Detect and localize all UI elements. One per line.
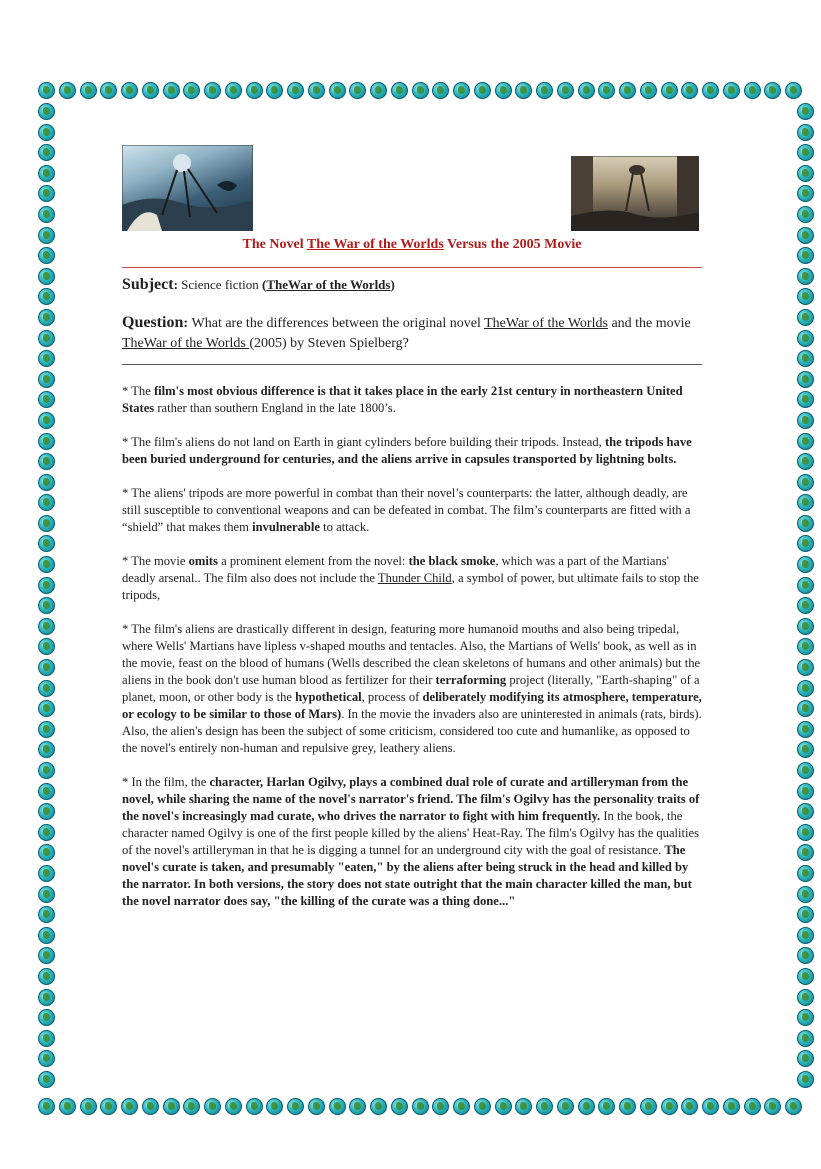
globe-icon — [204, 1098, 221, 1115]
globe-icon — [744, 82, 761, 99]
difference-setting: * The film's most obvious difference is that it takes place in the early 21st century in northeastern United States rather than southern England in the late 1800’s. — [122, 384, 683, 415]
globe-icon — [797, 330, 814, 347]
title-divider — [122, 267, 702, 268]
globe-icon — [797, 577, 814, 594]
globe-icon — [38, 288, 55, 305]
globe-icon — [266, 82, 283, 99]
border-right — [797, 103, 814, 1092]
globe-icon — [38, 494, 55, 511]
globe-icon — [764, 82, 781, 99]
globe-icon — [391, 1098, 408, 1115]
globe-icon — [797, 391, 814, 408]
globe-icon — [308, 82, 325, 99]
difference-tripods: * The aliens' tripods are more powerful in combat than their novel’s counterparts: the latter, although deadly, are still susceptible to conventional weapons and can be defeated in combat. The film’s counterparts are fitted with a “shield” that makes them invulnerable to attack. — [122, 486, 691, 534]
globe-icon — [287, 1098, 304, 1115]
globe-icon — [38, 700, 55, 717]
globe-icon — [38, 824, 55, 841]
border-left — [38, 103, 55, 1092]
globe-icon — [619, 1098, 636, 1115]
globe-icon — [329, 1098, 346, 1115]
globe-icon — [640, 1098, 657, 1115]
globe-icon — [797, 741, 814, 758]
globe-icon — [797, 309, 814, 326]
globe-icon — [163, 82, 180, 99]
globe-icon — [619, 82, 636, 99]
question-label: Question — [122, 314, 184, 331]
globe-icon — [797, 927, 814, 944]
globe-icon — [183, 82, 200, 99]
globe-icon — [797, 968, 814, 985]
globe-icon — [797, 597, 814, 614]
globe-icon — [681, 1098, 698, 1115]
globe-icon — [797, 371, 814, 388]
globe-icon — [578, 82, 595, 99]
globe-icon — [391, 82, 408, 99]
globe-icon — [785, 82, 802, 99]
globe-icon — [797, 165, 814, 182]
difference-alien-design: * The film's aliens are drastically different in design, featuring more humanoid mouths and also being tripedal, where Wells' Martians have lipless v-shaped mouths and tentacles. Also, the Martians of Wells' book, as well as in the movie, feast on the blood of humans (Wells described the clean skeletons of humans and other animals) but the aliens in the book don't use human blood as fertilizer for their terraforming project (literally, "Earth-shaping" of a planet, moon, or other body is the hypothetical, process of deliberately modifying its atmosphere, temperature, or ecology to be similar to those of Mars). In the movie the invaders also are uninterested in animals (rats, birds). Also, the alien's design has been the subject of some criticism, considered too cute and humanlike, as opposed to the novel's entirely non-human and repulsive grey, leathery aliens. — [122, 622, 702, 755]
globe-icon — [797, 1071, 814, 1088]
globe-icon — [661, 82, 678, 99]
globe-icon — [38, 309, 55, 326]
globe-icon — [121, 82, 138, 99]
globe-icon — [598, 1098, 615, 1115]
globe-icon — [797, 618, 814, 635]
globe-icon — [38, 474, 55, 491]
globe-icon — [38, 638, 55, 655]
globe-icon — [702, 82, 719, 99]
globe-icon — [38, 721, 55, 738]
globe-icon — [142, 82, 159, 99]
globe-icon — [38, 144, 55, 161]
globe-icon — [797, 1050, 814, 1067]
globe-icon — [38, 103, 55, 120]
globe-icon — [38, 330, 55, 347]
question-divider — [122, 364, 702, 365]
subject-line: Subject: Science fiction (TheWar of the Worlds) — [122, 276, 395, 293]
globe-icon — [797, 453, 814, 470]
globe-icon — [797, 886, 814, 903]
globe-icon — [412, 82, 429, 99]
globe-icon — [661, 1098, 678, 1115]
globe-icon — [38, 906, 55, 923]
globe-icon — [38, 618, 55, 635]
globe-icon — [370, 82, 387, 99]
border-top — [38, 82, 806, 99]
globe-icon — [38, 391, 55, 408]
globe-icon — [38, 453, 55, 470]
globe-icon — [38, 165, 55, 182]
globe-icon — [121, 1098, 138, 1115]
globe-icon — [797, 494, 814, 511]
difference-arrival: * The film's aliens do not land on Earth in giant cylinders before building their tripods. Instead, the tripods have been buried underground for centuries, and the aliens arrive in capsules transported by lightning bolts. — [122, 435, 692, 466]
globe-icon — [797, 659, 814, 676]
globe-icon — [474, 1098, 491, 1115]
globe-icon — [557, 1098, 574, 1115]
globe-icon — [764, 1098, 781, 1115]
globe-icon — [536, 1098, 553, 1115]
globe-icon — [797, 350, 814, 367]
globe-icon — [702, 1098, 719, 1115]
globe-icon — [744, 1098, 761, 1115]
globe-icon — [38, 350, 55, 367]
globe-icon — [640, 82, 657, 99]
globe-icon — [797, 865, 814, 882]
globe-icon — [38, 865, 55, 882]
globe-icon — [38, 433, 55, 450]
globe-icon — [432, 1098, 449, 1115]
globe-icon — [38, 803, 55, 820]
globe-icon — [797, 268, 814, 285]
globe-icon — [38, 741, 55, 758]
globe-icon — [797, 906, 814, 923]
globe-icon — [495, 82, 512, 99]
globe-icon — [536, 82, 553, 99]
globe-icon — [797, 185, 814, 202]
globe-icon — [38, 1030, 55, 1047]
globe-icon — [797, 288, 814, 305]
globe-icon — [38, 886, 55, 903]
globe-icon — [797, 515, 814, 532]
globe-icon — [797, 989, 814, 1006]
globe-icon — [59, 1098, 76, 1115]
globe-icon — [785, 1098, 802, 1115]
globe-icon — [515, 82, 532, 99]
globe-icon — [598, 82, 615, 99]
globe-icon — [38, 783, 55, 800]
difference-ogilvy: * In the film, the character, Harlan Ogilvy, plays a combined dual role of curate and artilleryman from the novel, while sharing the name of the novel's narrator's friend. The film's Ogilvy has the personality traits of the novel's increasingly mad curate, who drives the narrator to fight with him frequently. In the book, the character named Ogilvy is one of the first people killed by the aliens' Heat-Ray. The film's Ogilvy has the qualities of the novel's artilleryman in that he is digging a tunnel for an underground city with the goal of resistance. The novel's curate is taken, and presumably "eaten," by the aliens after being struck in the head and killed by the narrator. In both versions, the story does not state outright that the main character killed the man, but the novel narrator does say, "the killing of the curate was a thing done..." — [122, 775, 700, 908]
globe-icon — [349, 1098, 366, 1115]
worksheet-title: The Novel The War of the Worlds Versus the 2005 Movie — [242, 237, 582, 252]
globe-icon — [797, 700, 814, 717]
border-bottom — [38, 1098, 806, 1115]
globe-icon — [432, 82, 449, 99]
globe-icon — [142, 1098, 159, 1115]
globe-icon — [38, 680, 55, 697]
globe-icon — [38, 185, 55, 202]
globe-icon — [38, 412, 55, 429]
globe-icon — [38, 1050, 55, 1067]
globe-icon — [797, 762, 814, 779]
globe-icon — [308, 1098, 325, 1115]
globe-icon — [38, 597, 55, 614]
globe-icon — [38, 762, 55, 779]
globe-icon — [797, 247, 814, 264]
globe-icon — [557, 82, 574, 99]
globe-icon — [797, 433, 814, 450]
globe-icon — [287, 82, 304, 99]
globe-icon — [797, 206, 814, 223]
globe-icon — [797, 721, 814, 738]
globe-icon — [80, 1098, 97, 1115]
globe-icon — [797, 227, 814, 244]
globe-icon — [38, 844, 55, 861]
globe-icon — [38, 989, 55, 1006]
globe-icon — [38, 1009, 55, 1026]
globe-icon — [474, 82, 491, 99]
globe-icon — [80, 82, 97, 99]
novel-illustration-image — [122, 145, 253, 231]
globe-icon — [723, 82, 740, 99]
globe-icon — [515, 1098, 532, 1115]
globe-icon — [723, 1098, 740, 1115]
globe-icon — [797, 1030, 814, 1047]
globe-icon — [38, 82, 55, 99]
globe-icon — [38, 535, 55, 552]
globe-icon — [797, 556, 814, 573]
globe-icon — [797, 783, 814, 800]
globe-icon — [453, 82, 470, 99]
globe-icon — [204, 82, 221, 99]
globe-icon — [797, 947, 814, 964]
globe-icon — [38, 947, 55, 964]
differences-list — [122, 383, 703, 927]
globe-icon — [246, 82, 263, 99]
globe-icon — [38, 124, 55, 141]
globe-icon — [329, 82, 346, 99]
question-line: Question: What are the differences between the original novel TheWar of the Worlds and the movie TheWar of the Worlds (2005) by Steven Spielberg? — [122, 314, 691, 351]
globe-icon — [797, 103, 814, 120]
globe-icon — [38, 1098, 55, 1115]
globe-icon — [38, 227, 55, 244]
globe-icon — [797, 824, 814, 841]
globe-icon — [59, 82, 76, 99]
globe-icon — [38, 577, 55, 594]
globe-icon — [38, 247, 55, 264]
difference-omissions: * The movie omits a prominent element from the novel: the black smoke, which was a part of the Martians' deadly arsenal.. The film also does not include the Thunder Child, a symbol of power, but ultimate fails to stop the tripods, — [122, 554, 699, 602]
globe-icon — [38, 206, 55, 223]
globe-icon — [797, 638, 814, 655]
globe-icon — [100, 82, 117, 99]
globe-icon — [797, 144, 814, 161]
globe-icon — [797, 803, 814, 820]
globe-icon — [797, 474, 814, 491]
globe-icon — [183, 1098, 200, 1115]
globe-icon — [38, 659, 55, 676]
globe-icon — [38, 515, 55, 532]
globe-icon — [38, 268, 55, 285]
globe-icon — [681, 82, 698, 99]
globe-icon — [246, 1098, 263, 1115]
globe-icon — [797, 844, 814, 861]
globe-icon — [412, 1098, 429, 1115]
globe-icon — [38, 927, 55, 944]
movie-still-image — [571, 156, 699, 231]
globe-icon — [266, 1098, 283, 1115]
globe-icon — [797, 535, 814, 552]
globe-icon — [578, 1098, 595, 1115]
globe-icon — [38, 968, 55, 985]
globe-icon — [225, 1098, 242, 1115]
globe-icon — [370, 1098, 387, 1115]
globe-icon — [797, 1009, 814, 1026]
globe-icon — [38, 1071, 55, 1088]
globe-icon — [225, 82, 242, 99]
globe-icon — [38, 556, 55, 573]
globe-icon — [38, 371, 55, 388]
globe-icon — [100, 1098, 117, 1115]
globe-icon — [797, 680, 814, 697]
globe-icon — [495, 1098, 512, 1115]
globe-icon — [349, 82, 366, 99]
globe-icon — [797, 124, 814, 141]
subject-label: Subject — [122, 276, 174, 293]
globe-icon — [163, 1098, 180, 1115]
globe-icon — [453, 1098, 470, 1115]
globe-icon — [797, 412, 814, 429]
